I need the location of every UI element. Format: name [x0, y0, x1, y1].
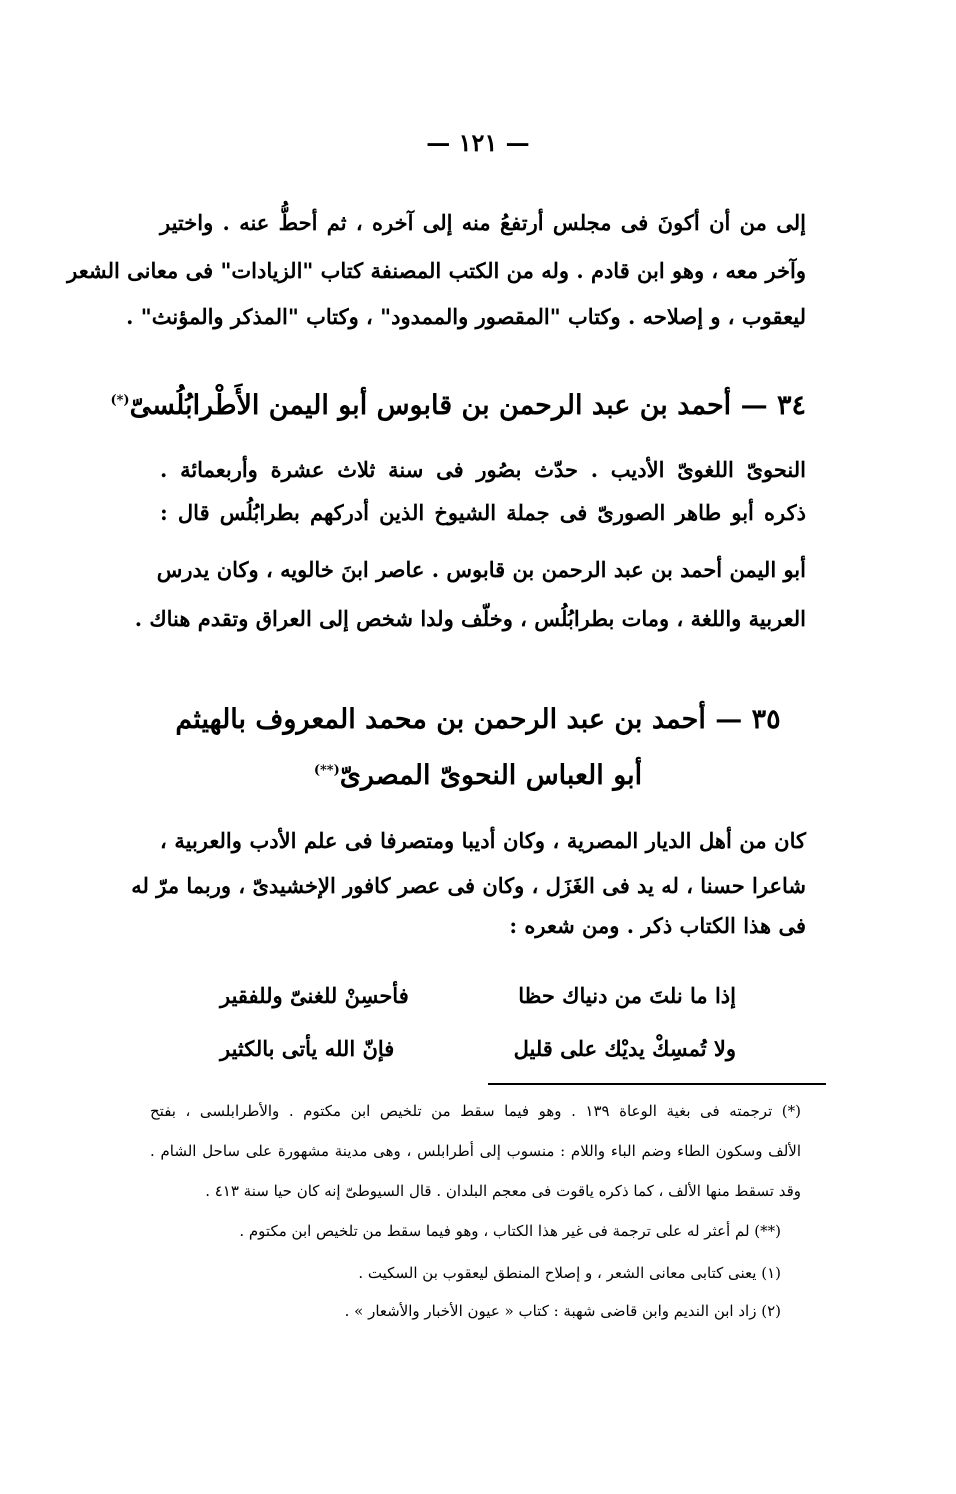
entry-34-body: [134, 452, 806, 637]
entry-34-title: [110, 390, 806, 421]
footnote-line: وقد تسقط منها الألف ، كما ذكره ياقوت فى معجم البلدان . قال السيوطىّ إنه كان حيا سنة ٤١٣ .: [205, 1182, 801, 1200]
footnote-marker: (*): [110, 393, 130, 408]
footnote-line: (*) ترجمته فى بغية الوعاة ١٣٩ . وهو فيما سقط من تلخيص ابن مكتوم . والأطرابلسى ، بفتح: [150, 1102, 802, 1120]
verse-second-hemistich: فإنّ الله يأتى بالكثير: [220, 1036, 395, 1061]
footnote-line: (**) لم أعثر له على ترجمة فى غير هذا الكتاب ، وهو فيما سقط من تلخيص ابن مكتوم .: [239, 1222, 781, 1240]
entry-35-body: [131, 823, 806, 944]
verse-line: [220, 983, 736, 1008]
paragraph-line: ذكره أبو طاهر الصورىّ فى جملة الشيوخ الذين أدركهم بطرابُلُس قال :: [160, 500, 806, 525]
paragraph-line: إلى من أن أكونَ فى مجلس أرتفعُ منه إلى آخره ، ثم أحطُّ عنه . واختير: [160, 210, 806, 235]
paragraph-line: كان من أهل الديار المصرية ، وكان أديبا ومتصرفا فى علم الأدب والعربية ،: [160, 828, 806, 853]
verse-line: [220, 1036, 736, 1061]
entry-35-title-line-1: ٣٥ — أحمد بن عبد الرحمن بن محمد المعروف بالهيثم: [175, 704, 781, 735]
footnote-divider: [488, 1083, 826, 1085]
verse-first-hemistich: إذا ما نلتَ من دنياك حظا: [518, 983, 736, 1008]
paragraph-line: العربية واللغة ، ومات بطرابُلُس ، وخلّف ولدا شخص إلى العراق وتقدم هناك .: [134, 606, 806, 631]
paragraph-line: شاعرا حسنا ، له يد فى الغَزَل ، وكان فى عصر كافور الإخشيدىّ ، وربما مرّ له: [131, 873, 806, 898]
footnote-line: (٢) زاد ابن النديم وابن قاضى شهبة : كتاب « عيون الأخبار والأشعار » .: [344, 1302, 781, 1320]
entry-title-text: أبو العباس النحوىّ المصرىّ: [339, 760, 643, 791]
footnote-line: (١) يعنى كتابى معانى الشعر ، و إصلاح المنطق ليعقوب بن السكيت .: [358, 1264, 781, 1282]
paragraph-line: ليعقوب ، و إصلاحه . وكتاب "المقصور والممدود" ، وكتاب "المذكر والمؤنث" .: [126, 304, 806, 329]
verse-first-hemistich: ولا تُمسِكْ يديْك على قليل: [513, 1036, 736, 1061]
paragraph-line: أبو اليمن أحمد بن عبد الرحمن بن قابوس . عاصر ابنَ خالويه ، وكان يدرس: [156, 557, 806, 582]
top-paragraph: [67, 205, 806, 335]
paragraph-line: وآخر معه ، وهو ابن قادم . وله من الكتب المصنفة كتاب "الزيادات" فى معانى الشعر: [67, 258, 806, 283]
entry-35-title-line-2: [150, 760, 806, 791]
footnote-line: الألف وسكون الطاء وضم الباء واللام : منسوب إلى أطرابلس ، وهى مدينة مشهورة على ساحل الشام .: [150, 1142, 801, 1160]
entry-title-text: ٣٤ — أحمد بن عبد الرحمن بن قابوس أبو اليمن الأَطْرابُلُسىّ: [129, 390, 806, 421]
verse-second-hemistich: فأحسِنْ للغنىّ وللفقير: [220, 983, 409, 1008]
page-number: — ١٢١ —: [426, 128, 530, 157]
footnote-marker: (**): [313, 763, 340, 778]
paragraph-line: النحوىّ اللغوىّ الأديب . حدّث بصُور فى سنة ثلاث عشرة وأربعمائة .: [160, 457, 806, 482]
paragraph-line: فى هذا الكتاب ذكر . ومن شعره :: [509, 913, 806, 938]
